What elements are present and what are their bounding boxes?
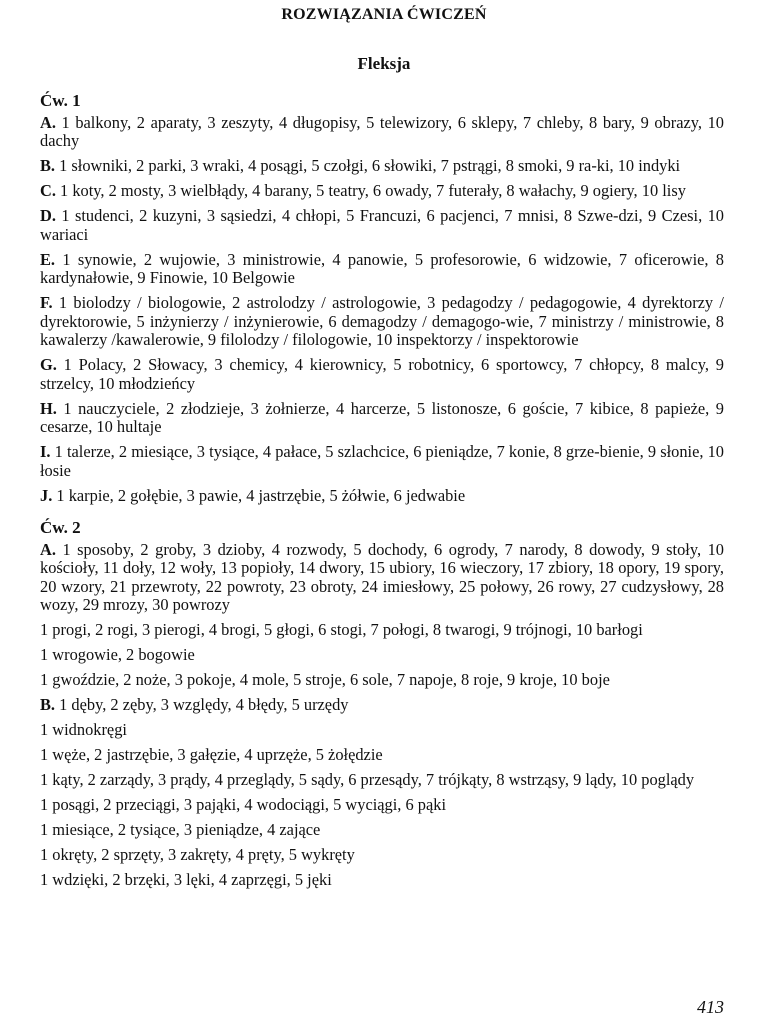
answer-label: A. xyxy=(40,539,56,559)
answer-text: 1 balkony, 2 aparaty, 3 zeszyty, 4 długopisy, 5 telewizory, 6 sklepy, 7 chleby, 8 bary, 9 obrazy, 10 dachy xyxy=(40,112,724,150)
answer-paragraph xyxy=(40,621,724,640)
answer-text: 1 synowie, 2 wujowie, 3 ministrowie, 4 panowie, 5 profesorowie, 6 widzowie, 7 oficerowie, 8 kardynałowie, 9 Finowie, 10 Belgowie xyxy=(40,249,724,287)
exercise-title: Ćw. 2 xyxy=(40,518,81,537)
answer-paragraph xyxy=(40,356,724,393)
answer-paragraph xyxy=(40,796,724,815)
answer-text: 1 Polacy, 2 Słowacy, 3 chemicy, 4 kierownicy, 5 robotnicy, 6 sportowcy, 7 chłopcy, 8 malcy, 9 strzelcy, 10 młodzieńcy xyxy=(40,355,724,393)
answer-paragraph xyxy=(40,846,724,865)
answer-paragraph xyxy=(40,721,724,740)
exercise-title: Ćw. 1 xyxy=(40,91,81,110)
answer-label: B. xyxy=(40,156,56,175)
answer-paragraph xyxy=(40,696,724,715)
page-number: 413 xyxy=(697,997,724,1017)
section-title: Fleksja xyxy=(357,54,411,73)
answer-label: F. xyxy=(40,293,53,312)
answer-text: 1 widnokręgi xyxy=(40,720,127,739)
answer-paragraph xyxy=(40,114,724,151)
answer-paragraph xyxy=(40,541,724,615)
answer-label: D. xyxy=(40,206,56,225)
answer-text: 1 studenci, 2 kuzyni, 3 sąsiedzi, 4 chłopi, 5 Francuzi, 6 pacjenci, 7 mnisi, 8 Szwe-dzi, 9 Czesi, 10 wariaci xyxy=(40,206,724,244)
answer-paragraph xyxy=(40,771,724,790)
answer-text: 1 gwoździe, 2 noże, 3 pokoje, 4 mole, 5 stroje, 6 sole, 7 napoje, 8 roje, 9 kroje, 10 boje xyxy=(40,670,610,689)
answer-paragraph xyxy=(40,746,724,765)
answer-label: J. xyxy=(40,485,53,505)
answer-text: 1 węże, 2 jastrzębie, 3 gałęzie, 4 uprzęże, 5 żołędzie xyxy=(40,745,383,764)
answer-paragraph xyxy=(40,646,724,665)
answer-paragraph xyxy=(40,207,724,244)
answer-paragraph xyxy=(40,182,724,201)
answer-paragraph xyxy=(40,821,724,840)
answer-text: 1 sposoby, 2 groby, 3 dzioby, 4 rozwody, 5 dochody, 6 ogrody, 7 narody, 8 dowody, 9 stoły, 10 kościoły, 11 doły, 12 woły, 13 popioły, 14 dwory, 15 ubiory, 16 wieczory, 17 zbiory, 18 opory, 19 spory, 20 wzory, 21 przewroty, 22 powroty, 23 obroty, 24 imiesłowy, 25 połowy, 26 rowy, 27 cudzysłowy, 28 wozy, 29 mrozy, 30 powrozy xyxy=(40,539,724,614)
answer-text: 1 miesiące, 2 tysiące, 3 pieniądze, 4 zające xyxy=(40,820,321,839)
answer-text: 1 biolodzy / biologowie, 2 astrolodzy / astrologowie, 3 pedagodzy / pedagogowie, 4 dyrektorzy / dyrektorowie, 5 inżynierzy / inżynierowie, 6 demagodzy / demagogo-wie, 7 ministrzy / ministrowie, 8 kawalerzy /kawalerowie, 9 filolodzy / filologowie, 10 inspektorzy / inspektorowie xyxy=(40,293,724,349)
exercise-content xyxy=(40,92,724,896)
answer-text: 1 wdzięki, 2 brzęki, 3 lęki, 4 zaprzęgi, 5 jęki xyxy=(40,870,332,889)
answer-text: 1 karpie, 2 gołębie, 3 pawie, 4 jastrzębie, 5 żółwie, 6 jedwabie xyxy=(56,485,466,505)
answer-paragraph xyxy=(40,251,724,288)
answer-paragraph xyxy=(40,157,724,176)
answer-text: 1 koty, 2 mosty, 3 wielbłądy, 4 barany, 5 teatry, 6 owady, 7 futerały, 8 wałachy, 9 ogiery, 10 lisy xyxy=(60,181,686,200)
answer-label: H. xyxy=(40,398,57,418)
answer-text: 1 wrogowie, 2 bogowie xyxy=(40,645,195,664)
answer-text: 1 dęby, 2 zęby, 3 względy, 4 błędy, 5 urzędy xyxy=(59,695,349,714)
answer-paragraph xyxy=(40,443,724,480)
answer-text: 1 posągi, 2 przeciągi, 3 pająki, 4 wodociągi, 5 wyciągi, 6 pąki xyxy=(40,795,447,814)
answer-paragraph xyxy=(40,294,724,350)
answer-label: E. xyxy=(40,249,56,269)
answer-text: 1 progi, 2 rogi, 3 pierogi, 4 brogi, 5 głogi, 6 stogi, 7 połogi, 8 twarogi, 9 trójnogi, 10 barłogi xyxy=(40,620,643,639)
answer-text: 1 okręty, 2 sprzęty, 3 zakręty, 4 pręty, 5 wykręty xyxy=(40,845,355,864)
answer-label: A. xyxy=(40,112,56,132)
answer-text: 1 słowniki, 2 parki, 3 wraki, 4 posągi, 5 czołgi, 6 słowiki, 7 pstrągi, 8 smoki, 9 ra-ki, 10 indyki xyxy=(59,156,681,175)
answer-paragraph xyxy=(40,671,724,690)
answer-label: B. xyxy=(40,695,56,714)
page-title: ROZWIĄZANIA ĆWICZEŃ xyxy=(281,6,487,23)
answer-paragraph xyxy=(40,871,724,890)
answer-text: 1 nauczyciele, 2 złodzieje, 3 żołnierze, 4 harcerze, 5 listonosze, 6 goście, 7 kibice, 8 papieże, 9 cesarze, 10 hultaje xyxy=(40,398,724,436)
answer-paragraph xyxy=(40,487,724,506)
answer-label: C. xyxy=(40,181,56,200)
answer-text: 1 kąty, 2 zarządy, 3 prądy, 4 przeglądy, 5 sądy, 6 przesądy, 7 trójkąty, 8 wstrząsy, 9 lądy, 10 poglądy xyxy=(40,770,695,789)
answer-label: G. xyxy=(40,355,57,374)
answer-label: I. xyxy=(40,442,51,461)
answer-text: 1 talerze, 2 miesiące, 3 tysiące, 4 pałace, 5 szlachcice, 6 pieniądze, 7 konie, 8 grze-bienie, 9 słonie, 10 łosie xyxy=(40,442,724,480)
answer-paragraph xyxy=(40,400,724,437)
